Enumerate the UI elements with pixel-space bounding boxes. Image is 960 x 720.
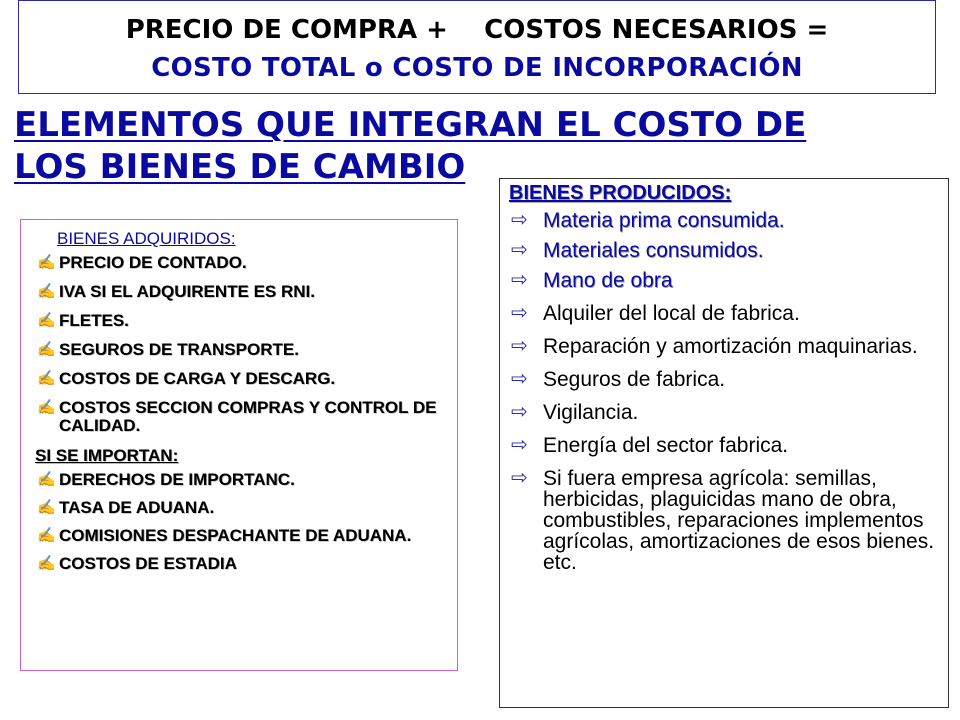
produced-goods-heading: BIENES PRODUCIDOS: bbox=[509, 182, 732, 204]
list-item-text: DERECHOS DE IMPORTANC. bbox=[59, 470, 295, 489]
list-item bbox=[35, 499, 449, 517]
writing-hand-icon: ✍ bbox=[37, 471, 56, 488]
arrow-right-icon: ⇨ bbox=[511, 209, 528, 231]
header-box bbox=[18, 0, 936, 94]
list-item bbox=[35, 399, 449, 435]
produced-goods-panel bbox=[499, 178, 949, 708]
list-item-text: TASA DE ADUANA. bbox=[59, 498, 215, 517]
list-item bbox=[35, 341, 449, 359]
list-item-text: PRECIO DE CONTADO. bbox=[59, 253, 247, 272]
list-item bbox=[35, 312, 449, 330]
list-item-text: Seguros de fabrica. bbox=[543, 368, 726, 391]
arrow-right-icon: ⇨ bbox=[511, 434, 528, 456]
list-item-text: COSTOS SECCION COMPRAS Y CONTROL DE CALIDAD. bbox=[59, 398, 437, 435]
list-item-text: IVA SI EL ADQUIRENTE ES RNI. bbox=[59, 282, 315, 301]
writing-hand-icon: ✍ bbox=[37, 527, 56, 544]
list-item-text: Mano de obra bbox=[543, 269, 673, 292]
list-item bbox=[509, 303, 942, 324]
list-item bbox=[35, 254, 449, 272]
arrow-right-icon: ⇨ bbox=[511, 239, 528, 261]
list-item bbox=[509, 240, 942, 261]
list-item bbox=[509, 336, 942, 357]
page-title-line-1: ELEMENTOS QUE INTEGRAN EL COSTO DE bbox=[14, 105, 807, 145]
writing-hand-icon: ✍ bbox=[37, 399, 56, 416]
page-title-line-2: LOS BIENES DE CAMBIO bbox=[14, 147, 466, 187]
header-result-line: COSTO TOTAL o COSTO DE INCORPORACIÓN bbox=[151, 53, 803, 83]
list-item bbox=[35, 555, 449, 573]
list-item-text: FLETES. bbox=[59, 311, 129, 330]
list-item bbox=[509, 435, 942, 456]
list-item bbox=[35, 283, 449, 301]
list-item bbox=[35, 527, 449, 545]
writing-hand-icon: ✍ bbox=[37, 283, 56, 300]
list-item-text: Materiales consumidos. bbox=[543, 239, 764, 262]
list-item-text: COSTOS DE CARGA Y DESCARG. bbox=[59, 369, 336, 388]
acquired-goods-panel bbox=[20, 219, 458, 671]
list-item bbox=[509, 270, 942, 291]
writing-hand-icon: ✍ bbox=[37, 341, 56, 358]
header-equation-line: PRECIO DE COMPRA + COSTOS NECESARIOS = bbox=[125, 15, 829, 45]
list-item-text: Materia prima consumida. bbox=[543, 209, 785, 232]
list-item bbox=[509, 210, 942, 231]
page-title bbox=[14, 104, 806, 188]
arrow-right-icon: ⇨ bbox=[511, 302, 528, 324]
list-item-text: Vigilancia. bbox=[543, 401, 639, 424]
list-item bbox=[509, 402, 942, 423]
arrow-right-icon: ⇨ bbox=[511, 467, 528, 489]
list-item-text: Reparación y amortización maquinarias. bbox=[543, 335, 918, 358]
list-item-text: Si fuera empresa agrícola: semillas, herbicidas, plaguicidas mano de obra, combustibles, reparaciones implementos agrícolas, amortizaciones de esos bienes. etc. bbox=[543, 467, 935, 574]
list-item bbox=[509, 468, 942, 573]
list-item bbox=[35, 471, 449, 489]
writing-hand-icon: ✍ bbox=[37, 499, 56, 516]
list-item bbox=[35, 370, 449, 388]
writing-hand-icon: ✍ bbox=[37, 312, 56, 329]
writing-hand-icon: ✍ bbox=[37, 254, 56, 271]
list-item bbox=[509, 369, 942, 390]
arrow-right-icon: ⇨ bbox=[511, 401, 528, 423]
writing-hand-icon: ✍ bbox=[37, 555, 56, 572]
list-item-text: Energía del sector fabrica. bbox=[543, 434, 789, 457]
list-item-text: Alquiler del local de fabrica. bbox=[543, 302, 800, 325]
list-item-text: COSTOS DE ESTADIA bbox=[59, 554, 237, 573]
list-item-text: SEGUROS DE TRANSPORTE. bbox=[59, 340, 299, 359]
import-subheading: SI SE IMPORTAN: bbox=[35, 446, 179, 465]
writing-hand-icon: ✍ bbox=[37, 370, 56, 387]
arrow-right-icon: ⇨ bbox=[511, 335, 528, 357]
arrow-right-icon: ⇨ bbox=[511, 368, 528, 390]
arrow-right-icon: ⇨ bbox=[511, 269, 528, 291]
acquired-goods-heading: BIENES ADQUIRIDOS: bbox=[57, 229, 236, 248]
list-item-text: COMISIONES DESPACHANTE DE ADUANA. bbox=[59, 526, 412, 545]
